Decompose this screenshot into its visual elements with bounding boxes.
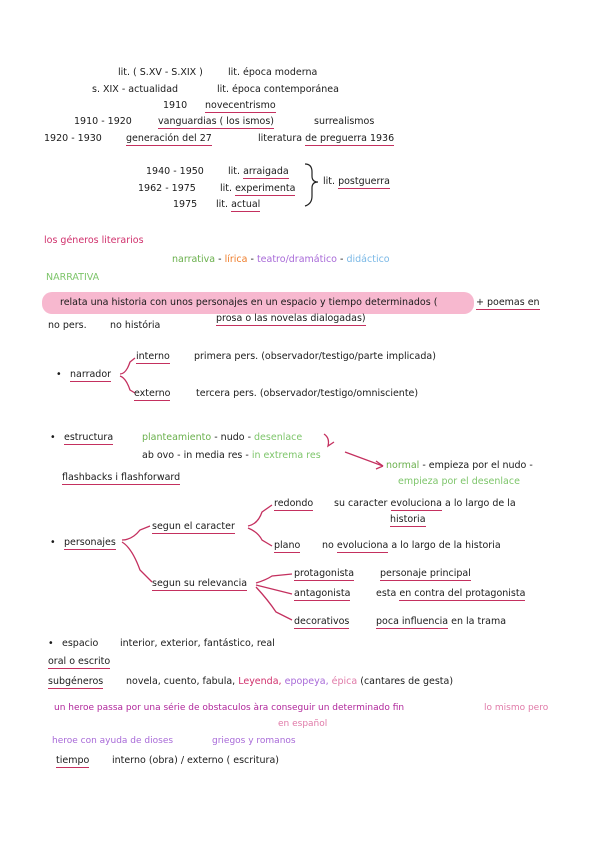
redondo-desc-c: a lo largo de la (445, 498, 516, 509)
narrativa-definition-c: prosa o las novelas dialogadas) (216, 313, 366, 324)
period-contemporanea-years: s. XIX - actualidad (92, 84, 179, 95)
genero-sep: - (215, 254, 225, 265)
narrativa-definition: relata una historia con unos personajes en un espacio y tiempo determinados ( (60, 297, 438, 308)
redondo-desc-d: historia (390, 514, 426, 525)
generacion27-label: generación del 27 (126, 133, 212, 144)
actual-label: actual (231, 199, 261, 210)
experimenta-label: experimenta (235, 183, 296, 194)
antagonista-desc-a: esta (376, 588, 397, 599)
antagonista-desc-b: en contra del protagonista (399, 588, 526, 599)
narrador-externo: externo (134, 388, 171, 399)
narrador-externo-desc: tercera pers. (observador/testigo/omnisciente) (196, 388, 419, 399)
subgenero-epica: épica (331, 676, 358, 687)
no-historia-label: no história (110, 320, 161, 331)
genero-lirica: lírica (224, 254, 248, 265)
decorativos-desc-b: en la trama (451, 616, 507, 627)
postguerra-lit: lit. (323, 176, 336, 187)
heroe-dioses: heroe con ayuda de dioses (52, 736, 174, 746)
vanguardias-label: vanguardias ( los ismos) (158, 116, 274, 127)
subgeneros-list: novela, cuento, fabula, (126, 676, 236, 687)
genero-sep: - (337, 254, 347, 265)
subgenero-leyenda: Leyenda, (238, 676, 282, 687)
postguerra-label: postguerra (338, 176, 390, 187)
no-pers-label: no pers. (48, 320, 87, 331)
plano-desc-a: no (322, 540, 334, 551)
estructura-orden: ab ovo - in media res - (142, 450, 252, 461)
estructura-planteamiento: planteamiento (142, 432, 212, 443)
generos-list (172, 254, 390, 266)
subgenero-epopeya: epopeya, (284, 676, 329, 687)
estructura-desenlace: desenlace (254, 432, 303, 443)
decorativos-desc-a: poca influencia (376, 616, 449, 627)
arraigada-lit: lit. (228, 166, 241, 177)
novecentrismo-year: 1910 (163, 100, 188, 111)
tiempo-desc: interno (obra) / externo ( escritura) (112, 755, 279, 766)
normal-desc: - empieza por el nudo - (419, 460, 533, 471)
redondo-desc-a: su caracter (334, 498, 388, 509)
heroe-definition: un heroe passa por una série de obstaculos àra conseguir un determinado fin (54, 703, 405, 713)
heroe-side-1: lo mismo pero (484, 703, 549, 713)
estructura-nudo: - nudo - (211, 432, 255, 443)
experimenta-lit: lit. (220, 183, 233, 194)
espacio-desc: interior, exterior, fantástico, real (120, 638, 275, 649)
narrador-interno: interno (136, 351, 170, 362)
plano-desc-b: evoluciona (336, 540, 389, 551)
genero-didactico: didáctico (346, 254, 390, 265)
estructura-label: estructura (64, 432, 114, 443)
generos-heading: los géneros literarios (44, 235, 144, 246)
protagonista-desc: personaje principal (380, 568, 471, 579)
genero-narrativa: narrativa (172, 254, 216, 265)
normal-desenlace: empieza por el desenlace (398, 476, 520, 487)
preguerra-label-a: literatura (258, 133, 303, 144)
narrador-label: narrador (70, 369, 112, 380)
heroe-side-2: en español (278, 719, 328, 729)
surrealismos-label: surrealismos (314, 116, 375, 127)
narrativa-definition-b: + poemas en (476, 297, 540, 308)
period-contemporanea-label: lit. época contemporánea (217, 84, 339, 95)
plano-label: plano (274, 540, 301, 551)
estructura-extrema: in extrema res (251, 450, 321, 461)
period-moderna-years: lit. ( S.XV - S.XIX ) (118, 67, 203, 78)
vanguardias-years: 1910 - 1920 (74, 116, 132, 127)
oral-escrito: oral o escrito (48, 656, 111, 667)
personajes-label: personajes (64, 537, 116, 548)
arraigada-label: arraigada (243, 166, 289, 177)
redondo-label: redondo (274, 498, 314, 509)
antagonista-label: antagonista (294, 588, 351, 599)
narrativa-heading: NARRATIVA (46, 272, 100, 283)
novecentrismo-label: novecentrismo (205, 100, 276, 111)
bullet: • (50, 537, 56, 548)
genero-teatro: teatro/dramático (256, 254, 337, 265)
bullet: • (50, 432, 56, 443)
experimenta-years: 1962 - 1975 (138, 183, 196, 194)
genero-sep: - (247, 254, 257, 265)
decorativos-label: decorativos (294, 616, 350, 627)
plano-desc-c: a lo largo de la historia (391, 540, 501, 551)
normal-label: normal (386, 460, 420, 471)
flashbacks-label: flashbacks i flashforward (62, 472, 181, 483)
generacion27-years: 1920 - 1930 (44, 133, 102, 144)
period-moderna-label: lit. época moderna (228, 67, 318, 78)
narrador-interno-desc: primera pers. (observador/testigo/parte implicada) (194, 351, 436, 362)
tiempo-label: tiempo (56, 755, 90, 766)
espacio-label: espacio (62, 638, 99, 649)
preguerra-label-b: de preguerra 1936 (305, 133, 395, 144)
subgenero-cantares: (cantares de gesta) (360, 676, 454, 687)
actual-year: 1975 (173, 199, 198, 210)
bullet: • (56, 369, 62, 380)
relevancia-label: segun su relevancia (152, 578, 248, 589)
heroe-griegos: griegos y romanos (212, 736, 296, 746)
protagonista-label: protagonista (294, 568, 355, 579)
caracter-label: segun el caracter (152, 521, 235, 532)
redondo-desc-b: evoluciona (390, 498, 442, 509)
bullet: • (48, 638, 54, 649)
arraigada-years: 1940 - 1950 (146, 166, 204, 177)
subgeneros-label: subgéneros (48, 676, 104, 687)
actual-lit: lit. (216, 199, 229, 210)
